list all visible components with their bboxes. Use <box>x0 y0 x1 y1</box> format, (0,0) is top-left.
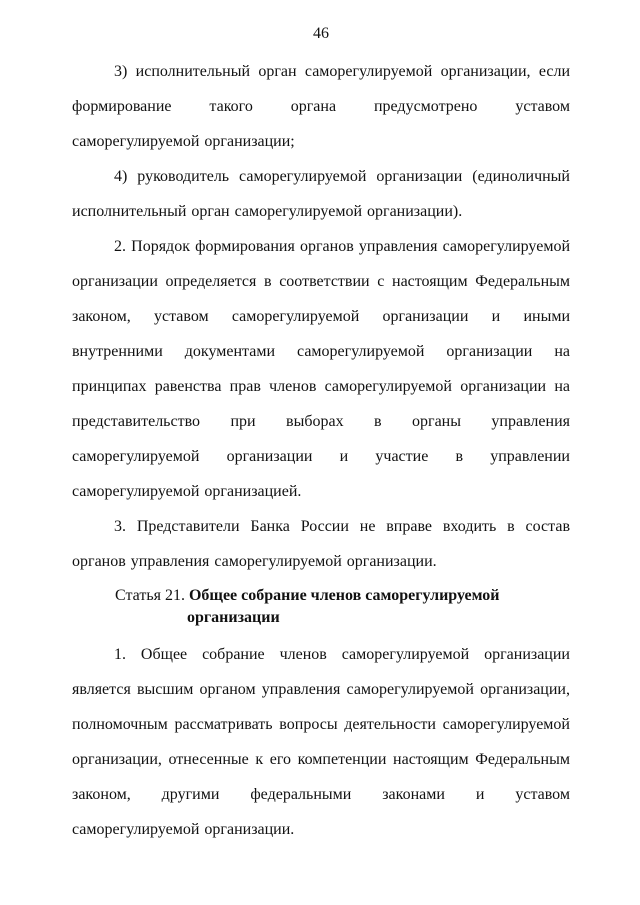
page-number: 46 <box>313 25 329 42</box>
paragraph-item-3: 3) исполнительный орган саморегулируемой организации, если формирование такого органа предусмотрено уставом саморегулируемой организации; <box>72 63 570 150</box>
article-title: Общее собрание членов саморегулируемой организации <box>187 587 500 626</box>
paragraph-item-4: 4) руководитель саморегулируемой организации (единоличный исполнительный орган саморегулируемой организации). <box>72 168 570 220</box>
paragraph-clause-2: 2. Порядок формирования органов управления саморегулируемой организации определяется в соответствии с настоящим Федеральным законом, уставом саморегулируемой организации и иными внутренними документами саморегулируемой организации на принципах равенства прав членов саморегулируемой организации на представительство при выборах в органы управления саморегулируемой организации и участие в управлении саморегулируемой организацией. <box>72 238 570 500</box>
paragraph-clause-3: 3. Представители Банка России не вправе входить в состав органов управления саморегулируемой организации. <box>72 518 570 570</box>
paragraph-clause-1: 1. Общее собрание членов саморегулируемой организации является высшим органом управления саморегулируемой организации, полномочным рассматривать вопросы деятельности саморегулируемой организации, отнесенные к его компетенции настоящим Федеральным законом, другими федеральными законами и уставом саморегулируемой организации. <box>72 646 570 838</box>
article-number: Статья 21. <box>115 587 185 604</box>
article-heading <box>72 585 570 629</box>
